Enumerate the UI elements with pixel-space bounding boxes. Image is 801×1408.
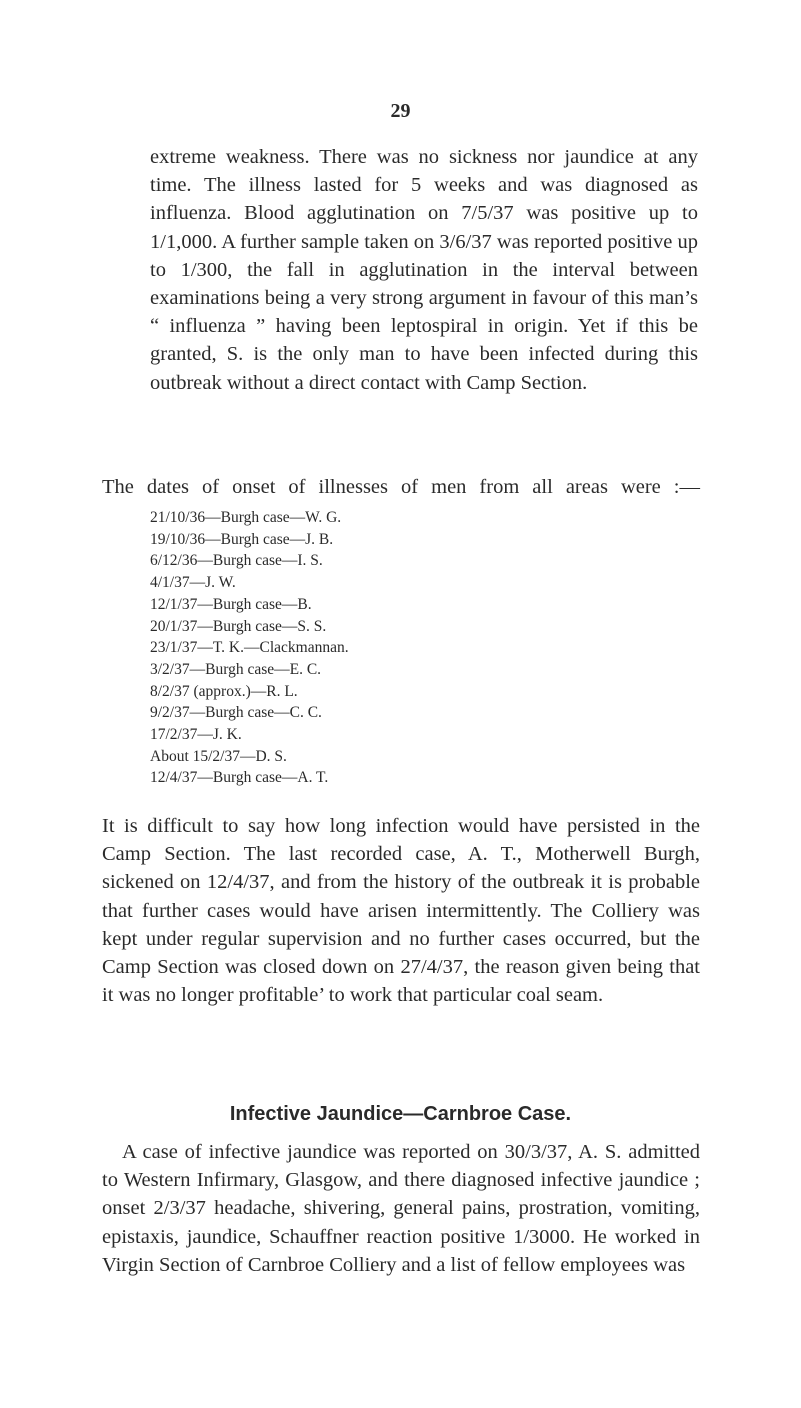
list-item: 12/4/37—Burgh case—A. T. (150, 769, 329, 787)
list-item: 3/2/37—Burgh case—E. C. (150, 660, 322, 678)
list-item: 9/2/37—Burgh case—C. C. (150, 704, 322, 722)
paragraph-continued: extreme weakness. There was no sickness nor jaundice at any time. The illness lasted for 5 weeks and was diagnosed as influenza. Blood agglutination on 7/5/37 was positive up to 1/1,000. A further sample taken on 3/6/37 was reported positive up to 1/300, the fall in agglutination in the interval between examinations being a very strong argument in favour of this man’s “ influenza ” having been leptospiral in origin. Yet if this be granted, S. is the only man to have been infected during this outbreak without a direct contact with Camp Section. (150, 146, 698, 394)
paragraph-carnbroe-case: A case of infective jaundice was reported on 30/3/37, A. S. admitted to Western Infirmary, Glasgow, and there diagnosed infective jaundice ; onset 2/3/37 headache, shivering, general pains, prostration, vomiting, epistaxis, jaundice, Schauffner reaction positive 1/3000. He worked in Virgin Section of Carnbroe Colliery and a list of fellow employees was (102, 1141, 700, 1276)
section-heading: Infective Jaundice—Carnbroe Case. (229, 1103, 572, 1125)
list-item: 12/1/37—Burgh case—B. (150, 595, 312, 613)
page-number: 29 (390, 100, 411, 122)
onset-dates-list (150, 507, 349, 789)
onset-dates-intro: The dates of onset of illnesses of men from all areas were :— (102, 476, 700, 498)
list-item: 19/10/36—Burgh case—J. B. (150, 530, 334, 548)
list-item: 6/12/36—Burgh case—I. S. (150, 552, 323, 570)
list-item: 20/1/37—Burgh case—S. S. (150, 617, 327, 635)
list-item: 4/1/37—J. W. (150, 574, 236, 592)
list-item: 17/2/37—J. K. (150, 726, 242, 744)
list-item: About 15/2/37—D. S. (150, 747, 287, 765)
list-item: 23/1/37—T. K.—Clackmannan. (150, 639, 349, 657)
paragraph-persistence: It is difficult to say how long infection would have persisted in the Camp Section. The last recorded case, A. T., Motherwell Burgh, sickened on 12/4/37, and from the history of the outbreak it is probable that further cases would have arisen intermittently. The Colliery was kept under regular supervision and no further cases occurred, but the Camp Section was closed down on 27/4/37, the reason given being that it was no longer profitable’ to work that particular coal seam. (102, 815, 700, 1007)
list-item: 8/2/37 (approx.)—R. L. (150, 682, 298, 700)
list-item: 21/10/36—Burgh case—W. G. (150, 509, 342, 526)
